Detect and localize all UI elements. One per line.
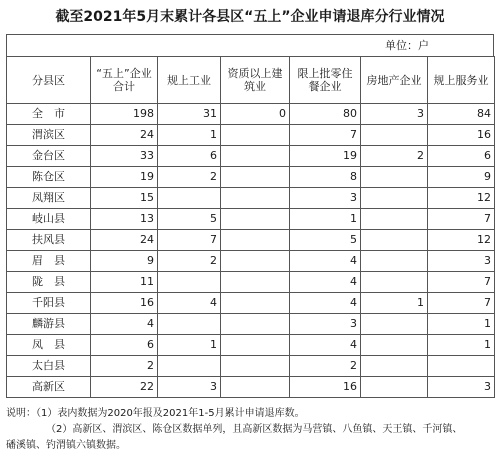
value-cell <box>361 209 428 230</box>
table-row <box>7 314 495 335</box>
unit-label: 单位：户 <box>6 34 494 56</box>
header-total: “五上”企业合计 <box>91 57 158 104</box>
value-cell <box>158 272 221 293</box>
value-cell <box>221 272 290 293</box>
value-cell: 22 <box>91 377 158 398</box>
value-cell: 80 <box>290 104 361 125</box>
table-row <box>7 188 495 209</box>
value-cell: 9 <box>91 251 158 272</box>
value-cell: 4 <box>290 251 361 272</box>
value-cell: 4 <box>158 293 221 314</box>
value-cell: 2 <box>91 356 158 377</box>
value-cell <box>428 356 495 377</box>
value-cell: 7 <box>428 293 495 314</box>
value-cell <box>221 188 290 209</box>
value-cell: 4 <box>91 314 158 335</box>
statistics-table <box>6 56 495 398</box>
value-cell <box>221 335 290 356</box>
value-cell: 6 <box>428 146 495 167</box>
value-cell: 84 <box>428 104 495 125</box>
header-district: 分县区 <box>7 57 91 104</box>
header-real-estate: 房地产企业 <box>361 57 428 104</box>
district-cell: 陇 县 <box>7 272 91 293</box>
table-row <box>7 335 495 356</box>
district-cell: 金台区 <box>7 146 91 167</box>
value-cell: 19 <box>91 167 158 188</box>
value-cell: 4 <box>290 272 361 293</box>
value-cell: 24 <box>91 230 158 251</box>
value-cell <box>158 188 221 209</box>
value-cell <box>221 314 290 335</box>
district-cell: 太白县 <box>7 356 91 377</box>
value-cell <box>221 251 290 272</box>
value-cell <box>221 146 290 167</box>
value-cell <box>361 377 428 398</box>
value-cell: 24 <box>91 125 158 146</box>
table-row <box>7 356 495 377</box>
district-cell: 全 市 <box>7 104 91 125</box>
header-construction: 资质以上建筑业 <box>221 57 290 104</box>
value-cell: 5 <box>290 230 361 251</box>
value-cell: 1 <box>158 335 221 356</box>
value-cell <box>158 356 221 377</box>
value-cell <box>361 272 428 293</box>
value-cell <box>221 167 290 188</box>
value-cell: 5 <box>158 209 221 230</box>
value-cell <box>361 251 428 272</box>
table-row <box>7 377 495 398</box>
value-cell: 11 <box>91 272 158 293</box>
note-line: 说明：（1）表内数据为2020年报及2021年1-5月累计申请退库数。 <box>6 408 305 419</box>
header-retail: 限上批零住餐企业 <box>290 57 361 104</box>
value-cell: 1 <box>158 125 221 146</box>
header-industry: 规上工业 <box>158 57 221 104</box>
district-cell: 渭滨区 <box>7 125 91 146</box>
value-cell: 16 <box>91 293 158 314</box>
district-cell: 凤翔区 <box>7 188 91 209</box>
note-line: （2）高新区、渭滨区、陈仓区数据单列，且高新区数据为马营镇、八鱼镇、天王镇、千河镇、 <box>46 424 463 435</box>
value-cell: 7 <box>290 125 361 146</box>
value-cell: 16 <box>428 125 495 146</box>
value-cell <box>221 125 290 146</box>
value-cell <box>221 209 290 230</box>
note-line: 磻溪镇、钓渭镇六镇数据。 <box>6 440 126 451</box>
value-cell: 3 <box>290 314 361 335</box>
district-cell: 高新区 <box>7 377 91 398</box>
value-cell: 8 <box>290 167 361 188</box>
value-cell: 6 <box>158 146 221 167</box>
value-cell: 1 <box>428 314 495 335</box>
table-row <box>7 104 495 125</box>
value-cell: 16 <box>290 377 361 398</box>
table-row <box>7 146 495 167</box>
value-cell <box>361 356 428 377</box>
value-cell <box>361 230 428 251</box>
table-row <box>7 293 495 314</box>
district-cell: 陈仓区 <box>7 167 91 188</box>
value-cell: 3 <box>428 251 495 272</box>
value-cell: 1 <box>428 335 495 356</box>
value-cell <box>361 314 428 335</box>
value-cell: 1 <box>361 293 428 314</box>
value-cell: 19 <box>290 146 361 167</box>
value-cell: 2 <box>158 167 221 188</box>
district-cell: 岐山县 <box>7 209 91 230</box>
value-cell: 7 <box>428 209 495 230</box>
notes <box>6 406 494 454</box>
value-cell <box>221 356 290 377</box>
value-cell: 15 <box>91 188 158 209</box>
value-cell: 198 <box>91 104 158 125</box>
value-cell: 2 <box>290 356 361 377</box>
value-cell <box>361 188 428 209</box>
value-cell: 3 <box>428 377 495 398</box>
value-cell: 4 <box>290 293 361 314</box>
value-cell: 33 <box>91 146 158 167</box>
page-title: 截至2021年5月末累计各县区“五上”企业申请退库分行业情况 <box>55 9 445 25</box>
table-row <box>7 125 495 146</box>
table-row <box>7 209 495 230</box>
table-row <box>7 251 495 272</box>
value-cell: 9 <box>428 167 495 188</box>
table-row <box>7 167 495 188</box>
value-cell <box>158 314 221 335</box>
value-cell: 7 <box>428 272 495 293</box>
district-cell: 千阳县 <box>7 293 91 314</box>
value-cell <box>361 125 428 146</box>
value-cell: 31 <box>158 104 221 125</box>
table-header-row <box>7 57 495 104</box>
table-row <box>7 230 495 251</box>
value-cell: 4 <box>290 335 361 356</box>
value-cell: 12 <box>428 230 495 251</box>
value-cell <box>221 293 290 314</box>
value-cell: 3 <box>361 104 428 125</box>
value-cell: 0 <box>221 104 290 125</box>
value-cell: 7 <box>158 230 221 251</box>
value-cell <box>361 167 428 188</box>
value-cell: 1 <box>290 209 361 230</box>
value-cell <box>221 230 290 251</box>
value-cell: 3 <box>158 377 221 398</box>
header-services: 规上服务业 <box>428 57 495 104</box>
district-cell: 扶风县 <box>7 230 91 251</box>
district-cell: 凤 县 <box>7 335 91 356</box>
table-row <box>7 272 495 293</box>
district-cell: 眉 县 <box>7 251 91 272</box>
value-cell: 6 <box>91 335 158 356</box>
value-cell: 3 <box>290 188 361 209</box>
value-cell <box>361 335 428 356</box>
value-cell: 13 <box>91 209 158 230</box>
value-cell <box>221 377 290 398</box>
value-cell: 2 <box>158 251 221 272</box>
district-cell: 麟游县 <box>7 314 91 335</box>
value-cell: 12 <box>428 188 495 209</box>
value-cell: 2 <box>361 146 428 167</box>
